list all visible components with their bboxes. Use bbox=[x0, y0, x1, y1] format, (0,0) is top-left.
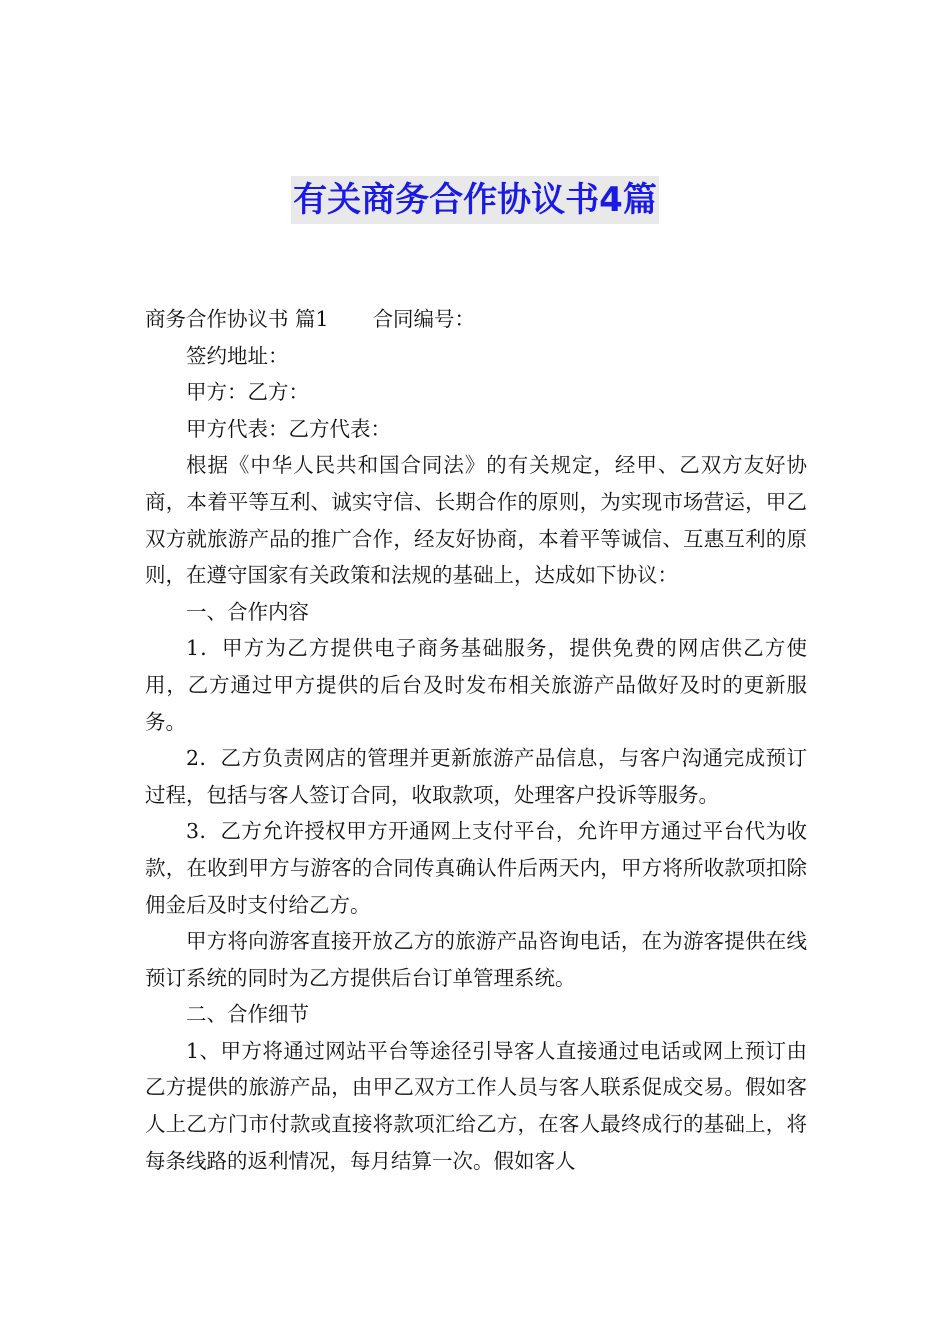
section-heading-cooperation-details: 二、合作细节 bbox=[186, 1002, 309, 1027]
document-body bbox=[145, 301, 807, 1179]
parties-line: 甲方：乙方： bbox=[186, 380, 309, 405]
preamble-paragraph: 根据《中华人民共和国合同法》的有关规定，经甲、乙双方友好协商，本着平等互利、诚实守信、长期合作的原则，为实现市场营运，甲乙双方就旅游产品的推广合作，经友好协商，本着平等诚信、互惠互利的原则，在遵守国家有关政策和法规的基础上，达成如下协议： bbox=[145, 453, 807, 588]
clause-3: 3．乙方允许授权甲方开通网上支付平台，允许甲方通过平台代为收款，在收到甲方与游客的合同传真确认件后两天内，甲方将所收款项扣除佣金后及时支付给乙方。 bbox=[145, 819, 807, 917]
clause-1: 1．甲方为乙方提供电子商务基础服务，提供免费的网店供乙方使用，乙方通过甲方提供的后台及时发布相关旅游产品做好及时的更新服务。 bbox=[145, 636, 807, 734]
section-heading-cooperation-content: 一、合作内容 bbox=[186, 599, 309, 624]
clause-4: 甲方将向游客直接开放乙方的旅游产品咨询电话，在为游客提供在线预订系统的同时为乙方提供后台订单管理系统。 bbox=[145, 929, 807, 990]
signing-address: 签约地址： bbox=[186, 343, 289, 368]
document-title: 有关商务合作协议书4篇 bbox=[291, 176, 659, 224]
clause-2: 2．乙方负责网店的管理并更新旅游产品信息，与客户沟通完成预订过程，包括与客人签订合同，收取款项，处理客户投诉等服务。 bbox=[145, 746, 807, 807]
title-container bbox=[0, 176, 950, 224]
contract-number-label: 合同编号： bbox=[372, 307, 476, 331]
first-line bbox=[145, 301, 807, 338]
detail-clause-1: 1、甲方将通过网站平台等途径引导客人直接通过电话或网上预订由乙方提供的旅游产品，由甲乙双方工作人员与客人联系促成交易。假如客人上乙方门市付款或直接将款项汇给乙方，在客人最终成行的基础上，将每条线路的返利情况，每月结算一次。假如客人 bbox=[145, 1038, 807, 1173]
section-heading: 商务合作协议书 篇1 bbox=[145, 307, 329, 331]
representatives-line: 甲方代表：乙方代表： bbox=[186, 416, 391, 441]
